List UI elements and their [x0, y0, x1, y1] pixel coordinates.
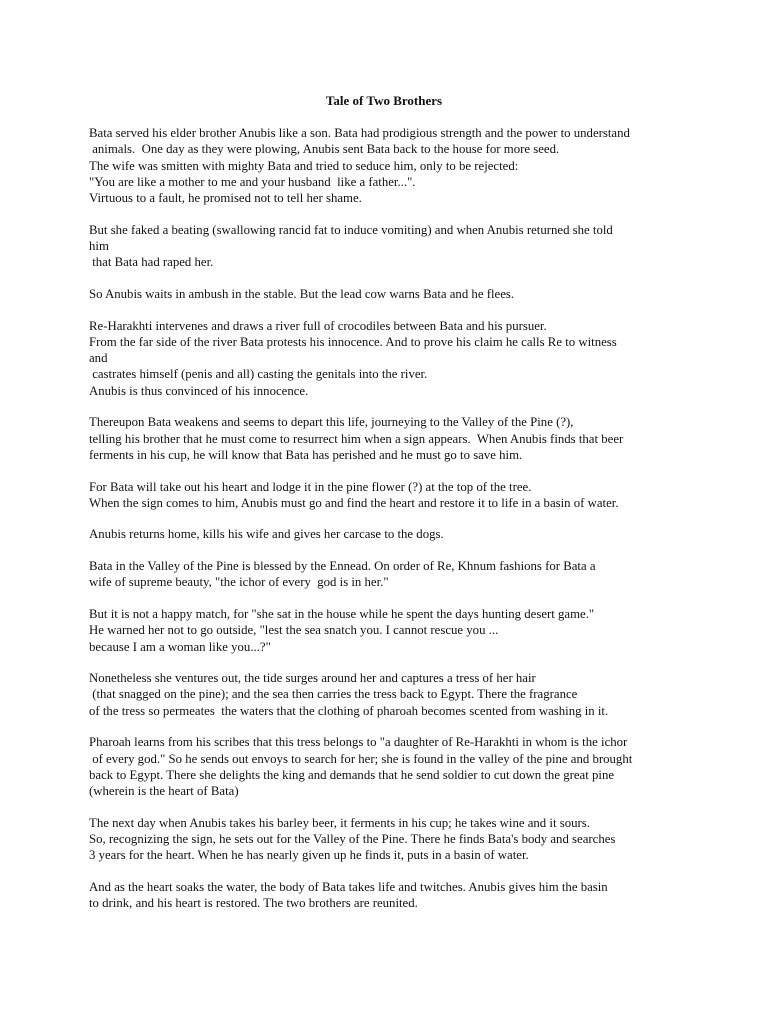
text-line: Bata served his elder brother Anubis like a son. Bata had prodigious strength and the power to understand	[89, 126, 630, 140]
text-line: and	[89, 351, 108, 366]
paragraph	[89, 670, 689, 719]
text-line: of the tress so permeates the waters that the clothing of pharoah becomes scented from washing in it.	[89, 703, 609, 718]
text-line: Virtuous to a fault, he promised not to tell her shame.	[89, 191, 362, 206]
text-line: Thereupon Bata weakens and seems to depart this life, journeying to the Valley of the Pine (?),	[89, 415, 574, 430]
paragraph	[89, 558, 689, 591]
text-line: animals. One day as they were plowing, Anubis sent Bata back to the house for more seed.	[89, 142, 560, 157]
text-line: telling his brother that he must come to resurrect him when a sign appears. When Anubis finds that beer	[89, 431, 624, 446]
text-line: Anubis returns home, kills his wife and gives her carcase to the dogs.	[89, 527, 444, 542]
text-line: of every god." So he sends out envoys to search for her; she is found in the valley of the pine and brought	[89, 751, 633, 766]
text-line: because I am a woman like you...?"	[89, 639, 271, 654]
text-line: (that snagged on the pine); and the sea then carries the tress back to Egypt. There the fragrance	[89, 687, 578, 702]
text-line: So Anubis waits in ambush in the stable. But the lead cow warns Bata and he flees.	[89, 286, 515, 301]
text-line: But she faked a beating (swallowing rancid fat to induce vomiting) and when Anubis returned she told	[89, 222, 613, 237]
document-title: Tale of Two Brothers	[325, 93, 443, 108]
text-line: But it is not a happy match, for "she sat in the house while he spent the days hunting desert game."	[89, 606, 595, 621]
text-line: The next day when Anubis takes his barley beer, it ferments in his cup; he takes wine and it sours.	[89, 815, 590, 830]
text-line: When the sign comes to him, Anubis must go and find the heart and restore it to life in a basin of water.	[89, 495, 619, 510]
paragraph	[89, 222, 689, 271]
paragraph	[89, 526, 689, 542]
paragraph	[89, 286, 689, 302]
text-line: "You are like a mother to me and your husband like a father...".	[89, 174, 416, 189]
document-body	[89, 125, 689, 927]
text-line: And as the heart soaks the water, the body of Bata takes life and twitches. Anubis gives him the basin	[89, 879, 608, 894]
paragraph	[89, 125, 689, 206]
text-line: Anubis is thus convinced of his innocence.	[89, 383, 309, 398]
text-line: him	[89, 239, 109, 254]
text-line: castrates himself (penis and all) casting the genitals into the river.	[89, 367, 428, 382]
text-line: Nonetheless she ventures out, the tide surges around her and captures a tress of her hair	[89, 671, 536, 686]
paragraph	[89, 734, 689, 799]
text-line: back to Egypt. There she delights the king and demands that he send soldier to cut down the great pine	[89, 767, 615, 782]
paragraph	[89, 414, 689, 463]
paragraph	[89, 879, 689, 912]
paragraph	[89, 479, 689, 512]
text-line: For Bata will take out his heart and lodge it in the pine flower (?) at the top of the tree.	[89, 479, 532, 494]
text-line: So, recognizing the sign, he sets out for the Valley of the Pine. There he finds Bata's body and searches	[89, 832, 616, 847]
text-line: to drink, and his heart is restored. The two brothers are reunited.	[89, 896, 418, 911]
text-line: (wherein is the heart of Bata)	[89, 784, 239, 799]
text-line: From the far side of the river Bata protests his innocence. And to prove his claim he calls Re to witness	[89, 334, 617, 349]
paragraph	[89, 606, 689, 655]
text-line: Re-Harakhti intervenes and draws a river full of crocodiles between Bata and his pursuer.	[89, 318, 547, 333]
text-line: He warned her not to go outside, "lest the sea snatch you. I cannot rescue you ...	[89, 623, 499, 638]
text-line: wife of supreme beauty, "the ichor of every god is in her."	[89, 575, 389, 590]
paragraph	[89, 318, 689, 399]
text-line: ferments in his cup, he will know that Bata has perished and he must go to save him.	[89, 447, 523, 462]
text-line: Bata in the Valley of the Pine is blessed by the Ennead. On order of Re, Khnum fashions for Bata a	[89, 559, 596, 574]
text-line: The wife was smitten with mighty Bata and tried to seduce him, only to be rejected:	[89, 158, 519, 173]
text-line: 3 years for the heart. When he has nearly given up he finds it, puts in a basin of water.	[89, 848, 529, 863]
text-line: Pharoah learns from his scribes that this tress belongs to "a daughter of Re-Harakhti in whom is the ichor	[89, 735, 628, 750]
text-line: that Bata had raped her.	[89, 255, 214, 270]
paragraph	[89, 815, 689, 864]
